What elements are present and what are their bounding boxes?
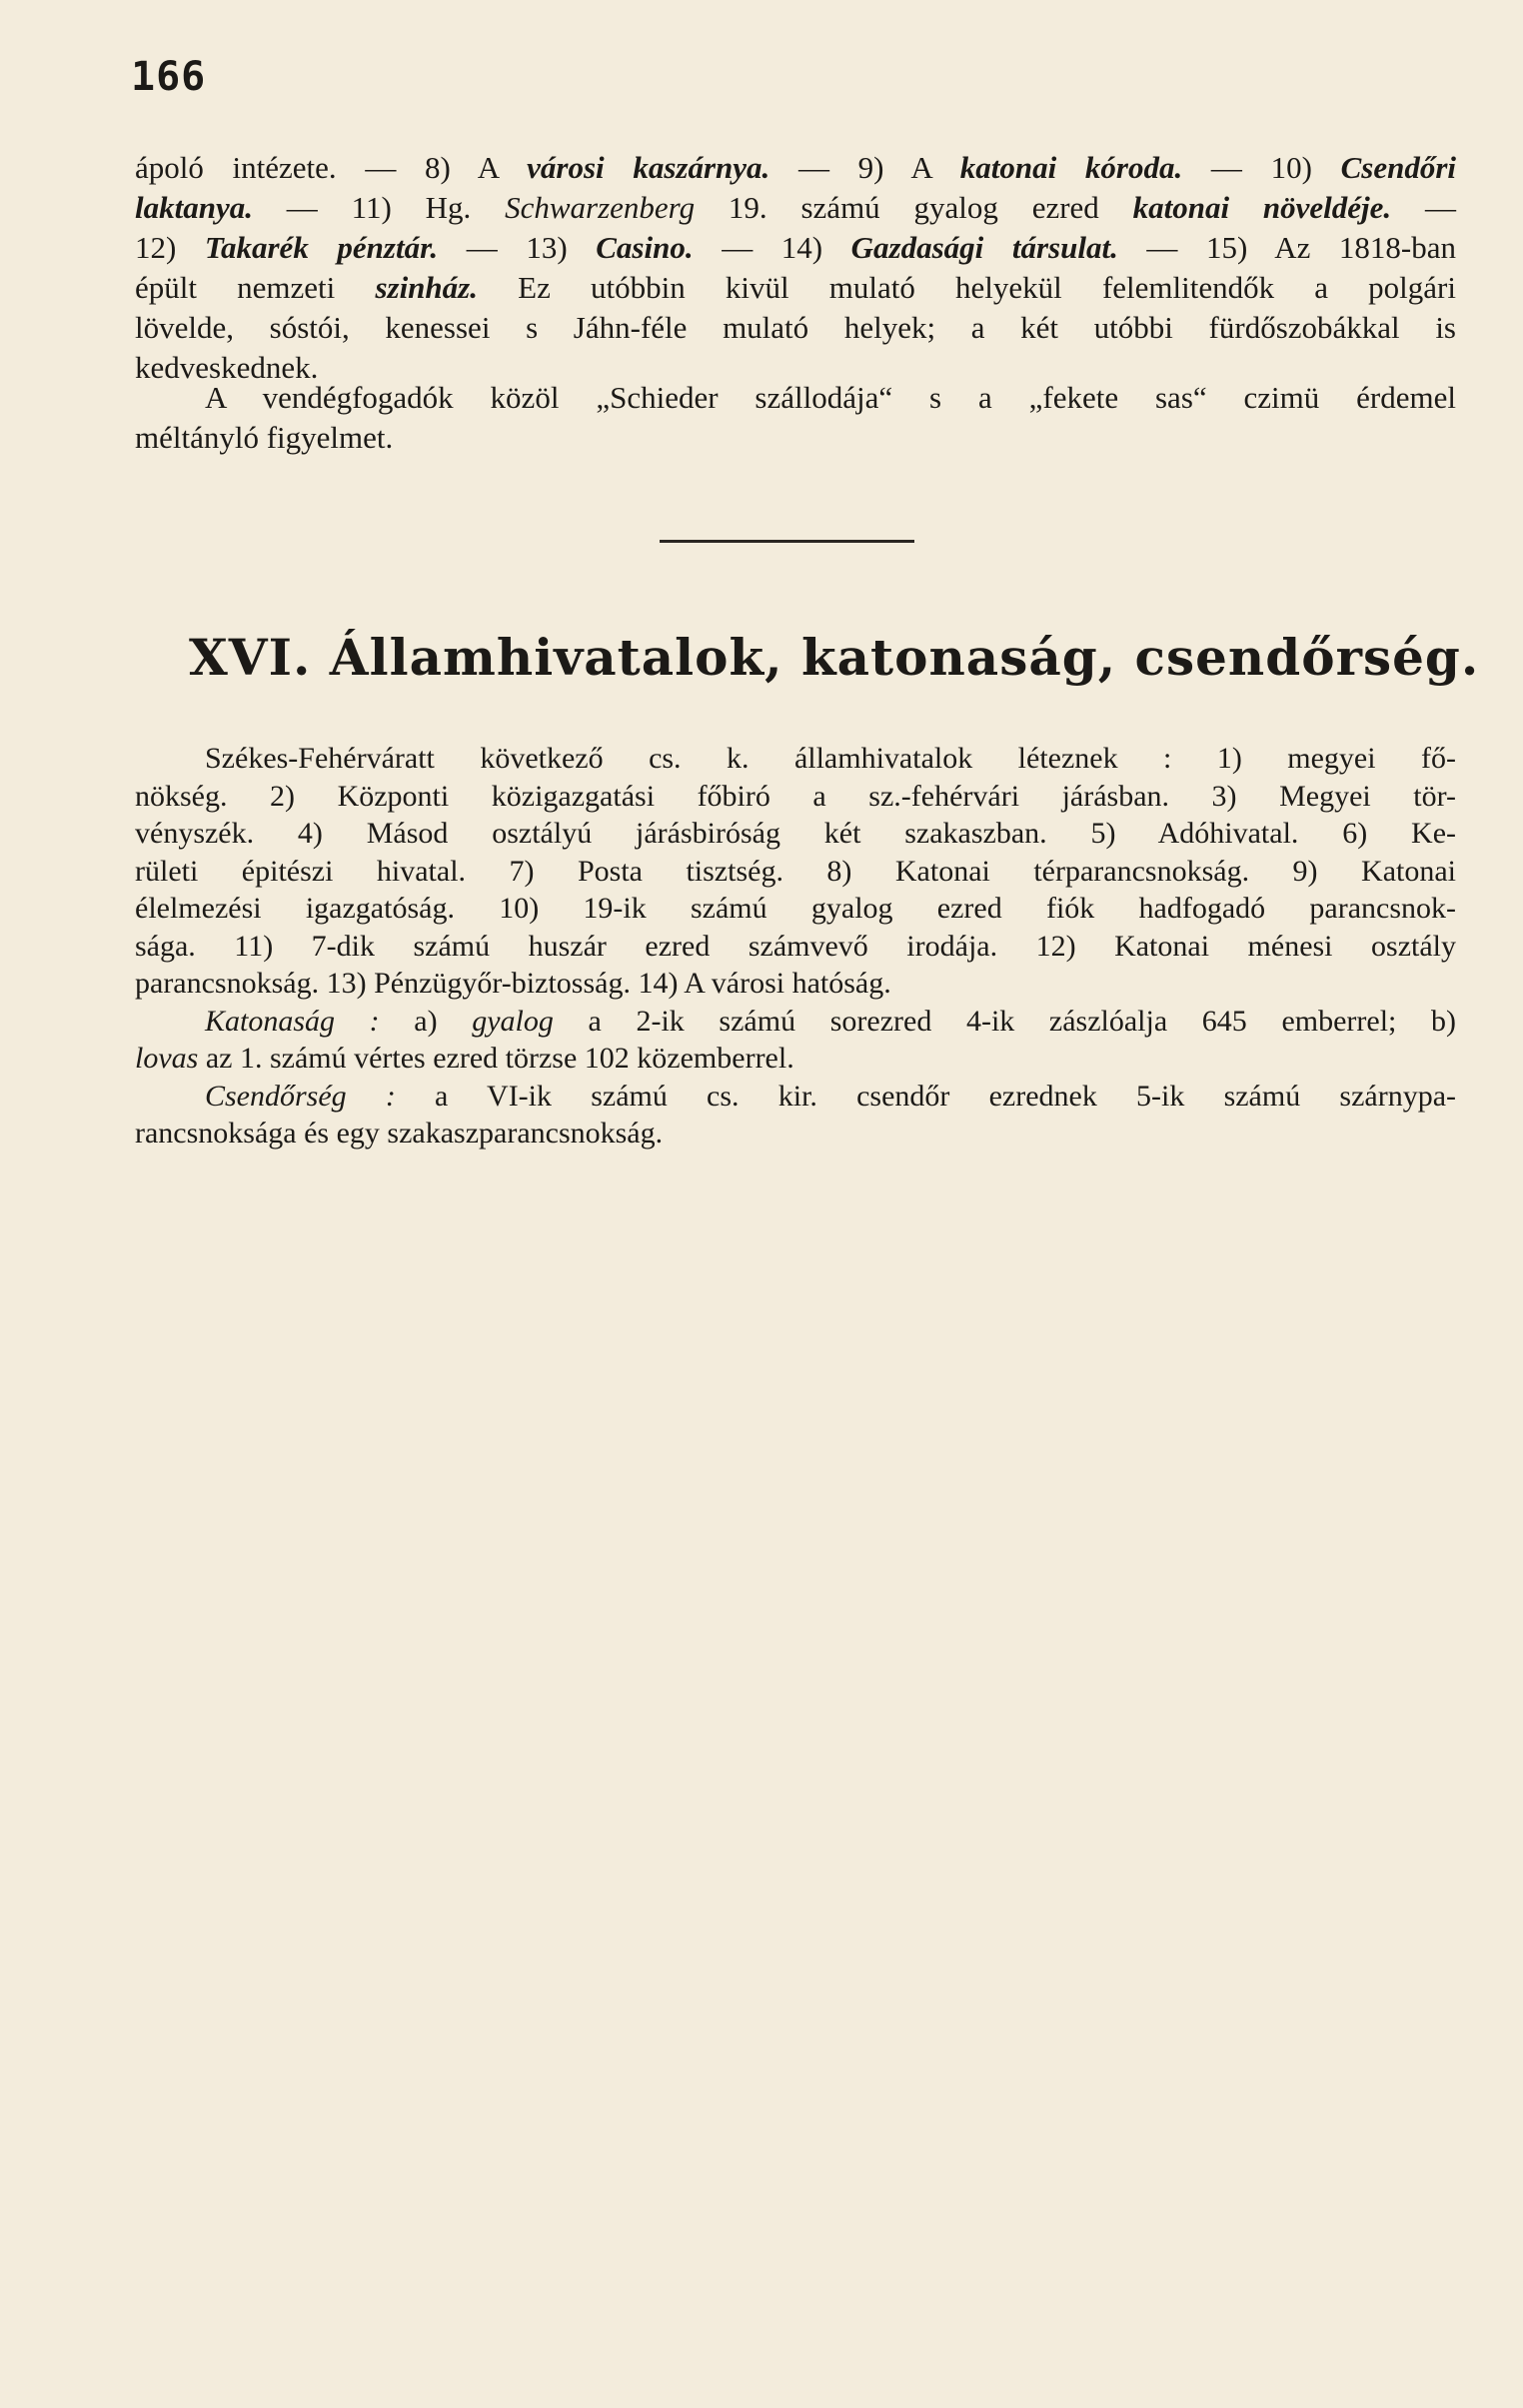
paragraph-military xyxy=(135,1003,1456,1078)
text-line: rületi épitészi hivatal. 7) Posta tisztség. 8) Katonai térparancsnokság. 9) Katonai xyxy=(135,854,1456,888)
section-heading: XVI. Államhivatalok, katonaság, csendőrség. xyxy=(189,628,1480,687)
text-line: épült nemzeti szinház. Ez utóbbin kivül mulató helyekül felemlitendők a polgári xyxy=(135,270,1456,305)
text-line: Székes-Fehérváratt következő cs. k. államhivatalok léteznek : 1) megyei fő- xyxy=(205,742,1456,775)
text-line: nökség. 2) Központi közigazgatási főbiró a sz.-fehérvári járásban. 3) Megyei tör- xyxy=(135,779,1456,813)
text-line: vényszék. 4) Másod osztályú járásbiróság két szakaszban. 5) Adóhivatal. 6) Ke- xyxy=(135,817,1456,850)
text-line: ápoló intézete. — 8) A városi kaszárnya. — 9) A katonai kóroda. — 10) Csendőri xyxy=(135,150,1456,185)
page-number: 166 xyxy=(131,54,207,100)
paragraph-institutions xyxy=(135,148,1456,388)
text-line: parancsnokság. 13) Pénzügyőr-biztosság. 14) A városi hatóság. xyxy=(135,967,891,1000)
text-line: laktanya. — 11) Hg. Schwarzenberg 19. számú gyalog ezred katonai növeldéje. — xyxy=(135,190,1456,225)
text-line: Csendőrség : a VI-ik számú cs. kir. csendőr ezrednek 5-ik számú szárnypa- xyxy=(205,1079,1457,1113)
text-line: méltányló figyelmet. xyxy=(135,420,394,455)
text-line: rancsnoksága és egy szakaszparancsnokság. xyxy=(135,1117,664,1150)
section-body xyxy=(135,740,1456,1153)
paragraph-gendarmerie xyxy=(135,1078,1456,1153)
text-line: sága. 11) 7-dik számú huszár ezred számvevő irodája. 12) Katonai ménesi osztály xyxy=(135,929,1456,963)
paragraph-state-offices xyxy=(135,740,1456,1003)
text-line: Katonaság : a) gyalog a 2-ik számú sorezred 4-ik zászlóalja 645 emberrel; b) xyxy=(205,1004,1456,1038)
text-line: 12) Takarék pénztár. — 13) Casino. — 14) Gazdasági társulat. — 15) Az 1818-ban xyxy=(135,230,1456,265)
text-line: kedveskednek. xyxy=(135,350,319,385)
text-line: A vendégfogadók közöl „Schieder szállodája“ s a „fekete sas“ czimü érdemel xyxy=(205,380,1456,415)
text-line: lovas az 1. számú vértes ezred törzse 102 közemberrel. xyxy=(135,1042,794,1075)
text-line: lövelde, sóstói, kenessei s Jáhn-féle mulató helyek; a két utóbbi fürdőszobákkal is xyxy=(135,310,1456,345)
text-line: élelmezési igazgatóság. 10) 19-ik számú gyalog ezred fiók hadfogadó parancsnok- xyxy=(135,892,1456,925)
paragraph-hotels xyxy=(135,378,1456,458)
section-divider xyxy=(660,540,914,543)
